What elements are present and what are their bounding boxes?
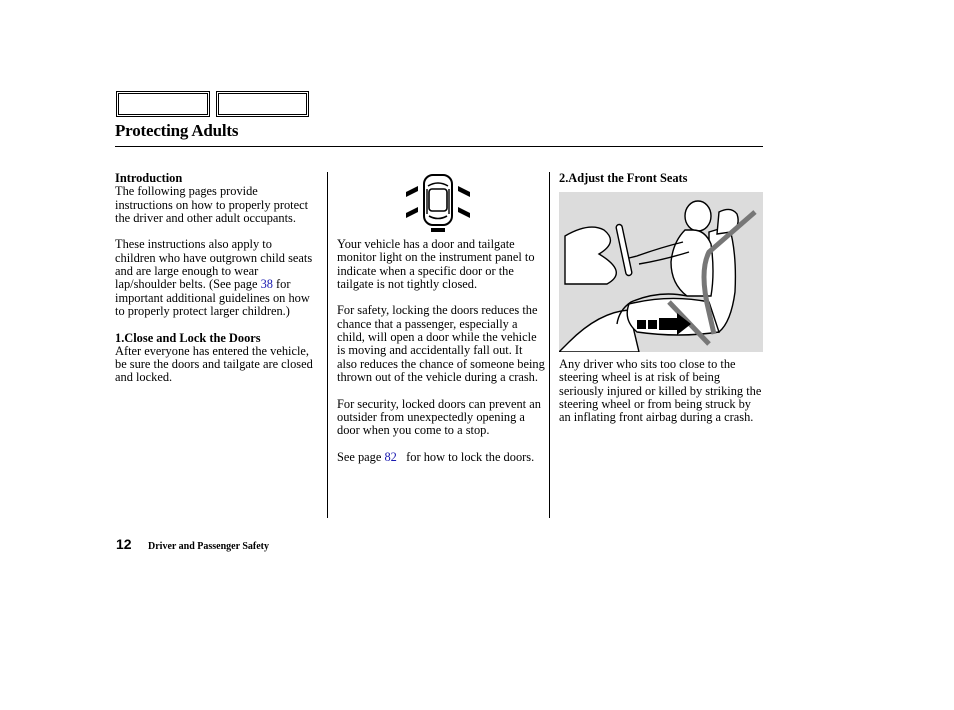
intro-p2-text-before: These instructions also apply to children who have outgrown child seats and are large enough to wear lap/shoulder belts. (See page <box>115 237 313 292</box>
step2-heading: 2.Adjust the Front Seats <box>559 171 688 185</box>
page-38-link[interactable]: 38 <box>260 277 273 292</box>
security-paragraph: For security, locked doors can prevent an outsider from unexpectedly opening a door when you come to a stop. <box>337 396 541 438</box>
column-divider-left <box>327 172 328 518</box>
column-introduction <box>115 172 315 398</box>
column-front-seats <box>559 172 764 185</box>
door-monitor-icon <box>403 172 473 232</box>
title-divider <box>115 146 763 147</box>
intro-p2-text-after: for important additional guidelines on how to properly protect larger children.) <box>115 277 310 318</box>
column-divider-right <box>549 172 550 518</box>
next-page-button[interactable] <box>216 91 309 117</box>
door-monitor-paragraph: Your vehicle has a door and tailgate monitor light on the instrument panel to indicate when a specific door or the tailgate is not tightly closed. <box>337 237 535 291</box>
page-number: 12 <box>116 536 132 552</box>
introduction-paragraph-1: The following pages provide instructions on how to properly protect the driver and other adult occupants. <box>115 184 309 225</box>
step1-text: After everyone has entered the vehicle, be sure the doors and tailgate are closed and locked. <box>115 343 313 385</box>
driver-seat-illustration <box>559 192 763 352</box>
safety-paragraph: For safety, locking the doors reduces the chance that a passenger, especially a child, will open a door while the vehicle is moving and accidentally fall out. It also reduces the chance of someone being thrown out of the vehicle during a crash. <box>337 303 545 384</box>
step2-text: Any driver who sits too close to the steering wheel is at risk of being seriously injured or killed by striking the steering wheel or from being struck by an inflating front airbag during a crash. <box>559 357 762 425</box>
previous-page-button[interactable] <box>116 91 210 117</box>
column-doors <box>337 238 545 477</box>
section-name: Driver and Passenger Safety <box>148 541 270 552</box>
page-82-link[interactable]: 82 <box>384 449 397 464</box>
see-page-text-before: See page <box>337 449 385 464</box>
step1-heading: 1.Close and Lock the Doors <box>115 330 261 345</box>
introduction-heading: Introduction <box>115 171 183 185</box>
page-title: Protecting Adults <box>115 121 239 140</box>
see-page-text-after: for how to lock the doors. <box>396 449 535 464</box>
step2-text-block <box>559 358 764 438</box>
see-page-paragraph <box>337 451 545 464</box>
introduction-paragraph-2 <box>115 238 315 318</box>
